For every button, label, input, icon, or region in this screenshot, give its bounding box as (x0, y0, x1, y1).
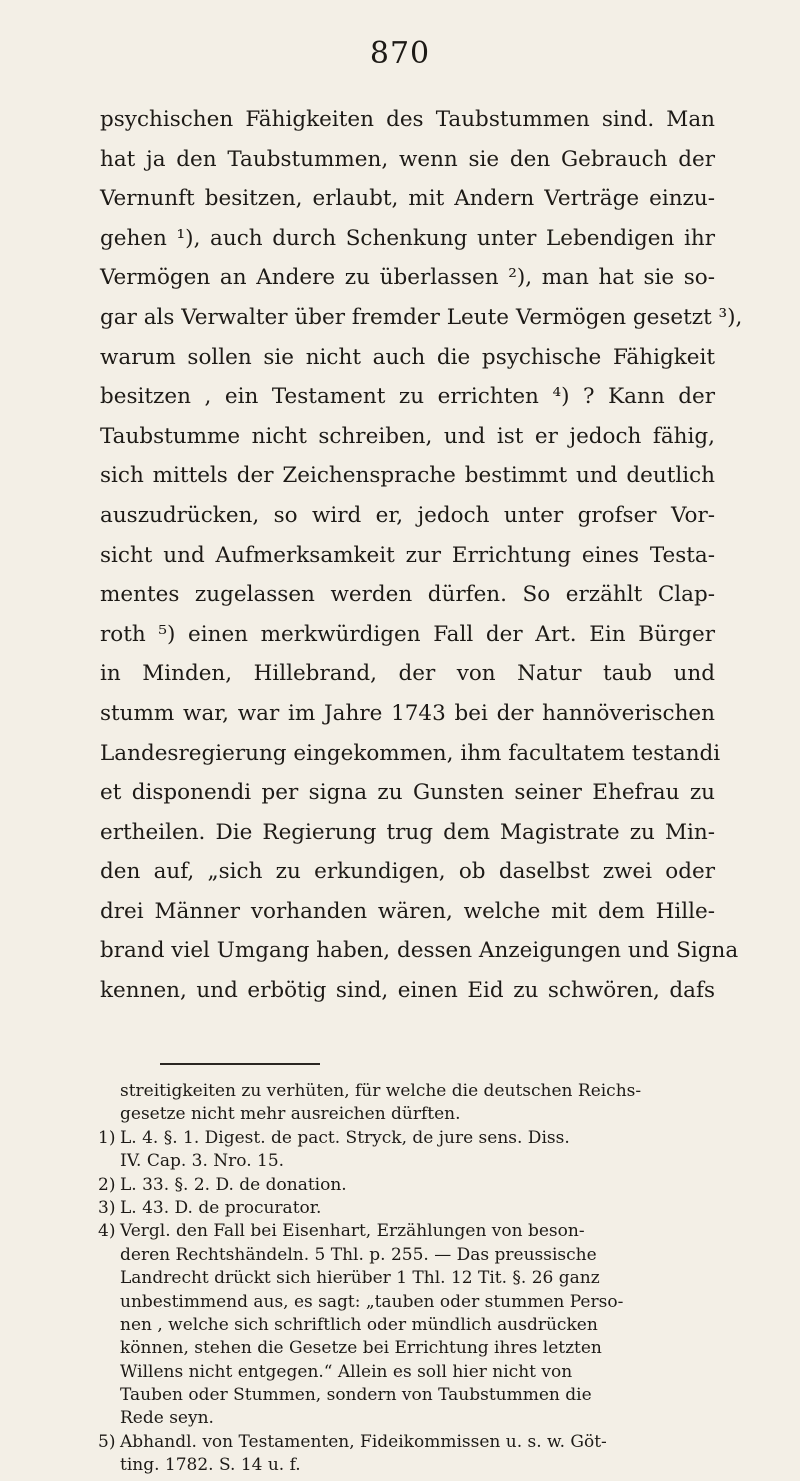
body-text-line: Vernunft besitzen, erlaubt, mit Andern Verträge einzu- (100, 186, 715, 212)
footnote-line (98, 1244, 733, 1267)
body-text-line: auszudrücken, so wird er, jedoch unter grofser Vor- (100, 502, 715, 528)
footnote-text: L. 4. §. 1. Digest. de pact. Stryck, de jure sens. Diss. (120, 1127, 570, 1148)
body-text-line: roth ⁵) einen merkwürdigen Fall der Art. Ein Bürger (100, 621, 715, 647)
footnote-line (98, 1431, 733, 1454)
footnote-line (98, 1314, 733, 1337)
footnote-text: Landrecht drückt sich hierüber 1 Thl. 12 Tit. §. 26 ganz (120, 1268, 600, 1289)
body-text-line: Taubstumme nicht schreiben, und ist er jedoch fähig, (100, 423, 715, 449)
footnote-line (98, 1220, 733, 1243)
footnote-text: deren Rechtshändeln. 5 Thl. p. 255. — Das preussische (120, 1244, 597, 1265)
footnote-text: L. 33. §. 2. D. de donation. (120, 1174, 347, 1195)
body-text-line: drei Männer vorhanden wären, welche mit dem Hille- (100, 898, 715, 924)
footnote-text: Rede seyn. (120, 1408, 214, 1429)
footnote-text: Abhandl. von Testamenten, Fideikommissen u. s. w. Göt- (120, 1431, 607, 1452)
body-text-line: Landesregierung eingekommen, ihm facultatem testandi (100, 740, 721, 766)
body-text-line: mentes zugelassen werden dürfen. So erzählt Clap- (100, 582, 715, 608)
footnote-text: unbestimmend aus, es sagt: „tauben oder stummen Perso- (120, 1291, 624, 1312)
footnote-text: gesetze nicht mehr ausreichen dürften. (120, 1104, 461, 1125)
page-number: 870 (369, 36, 431, 71)
body-text-line: psychischen Fähigkeiten des Taubstummen sind. Man (100, 107, 715, 132)
body-text-line: den auf, „sich zu erkundigen, ob daselbst zwei oder (100, 859, 715, 885)
footnote-line (98, 1174, 733, 1197)
footnote-marker: 3) (98, 1197, 116, 1218)
footnote-text: L. 43. D. de procurator. (120, 1197, 322, 1218)
footnotes-block (98, 1080, 733, 1478)
footnote-separator (160, 1063, 320, 1065)
footnote-line (98, 1197, 733, 1220)
footnote-line (98, 1127, 733, 1150)
footnote-line (98, 1407, 733, 1430)
footnote-line (98, 1384, 733, 1407)
footnote-line (98, 1361, 733, 1384)
footnote-text: Tauben oder Stummen, sondern von Taubstummen die (120, 1385, 592, 1406)
body-text-line: et disponendi per signa zu Gunsten seiner Ehefrau zu (100, 780, 715, 806)
body-text-line: ertheilen. Die Regierung trug dem Magistrate zu Min- (100, 819, 715, 845)
body-text-line: in Minden, Hillebrand, der von Natur taub und (100, 661, 715, 687)
footnote-marker: 1) (98, 1127, 116, 1148)
footnote-text: ting. 1782. S. 14 u. f. (120, 1455, 301, 1476)
footnote-text: streitigkeiten zu verhüten, für welche die deutschen Reichs- (120, 1081, 642, 1101)
body-text-line: sich mittels der Zeichensprache bestimmt und deutlich (100, 463, 715, 489)
body-text-line: kennen, und erbötig sind, einen Eid zu schwören, dafs (100, 978, 715, 1004)
body-text-line: stumm war, war im Jahre 1743 bei der hannöverischen (100, 700, 715, 726)
footnote-text: können, stehen die Gesetze bei Errichtung ihres letzten (120, 1338, 602, 1359)
footnote-text: IV. Cap. 3. Nro. 15. (120, 1151, 285, 1172)
main-text-block (100, 100, 743, 1011)
footnote-line (98, 1103, 733, 1126)
footnote-line (98, 1150, 733, 1173)
body-text-line: besitzen , ein Testament zu errichten ⁴) ? Kann der (100, 384, 715, 410)
body-text-line: warum sollen sie nicht auch die psychische Fähigkeit (100, 344, 715, 370)
footnote-text: Willens nicht entgegen.“ Allein es soll hier nicht von (120, 1361, 573, 1382)
footnote-marker: 5) (98, 1431, 116, 1452)
body-text-line: gar als Verwalter über fremder Leute Vermögen gesetzt ³), (100, 304, 743, 330)
body-text-line: sicht und Aufmerksamkeit zur Errichtung eines Testa- (100, 542, 715, 568)
footnote-marker: 4) (98, 1221, 116, 1242)
body-text-line: hat ja den Taubstummen, wenn sie den Gebrauch der (100, 146, 715, 172)
footnote-line (98, 1080, 733, 1103)
footnote-line (98, 1267, 733, 1290)
body-text-line: gehen ¹), auch durch Schenkung unter Lebendigen ihr (100, 225, 715, 251)
footnote-line (98, 1454, 733, 1477)
footnote-text: nen , welche sich schriftlich oder mündlich ausdrücken (120, 1314, 598, 1335)
footnote-text: Vergl. den Fall bei Eisenhart, Erzählungen von beson- (120, 1221, 585, 1242)
footnote-line (98, 1337, 733, 1360)
body-text-line: Vermögen an Andere zu überlassen ²), man hat sie so- (100, 265, 715, 291)
body-text-line: brand viel Umgang haben, dessen Anzeigungen und Signa (100, 938, 739, 964)
footnote-marker: 2) (98, 1174, 116, 1195)
footnote-line (98, 1291, 733, 1314)
